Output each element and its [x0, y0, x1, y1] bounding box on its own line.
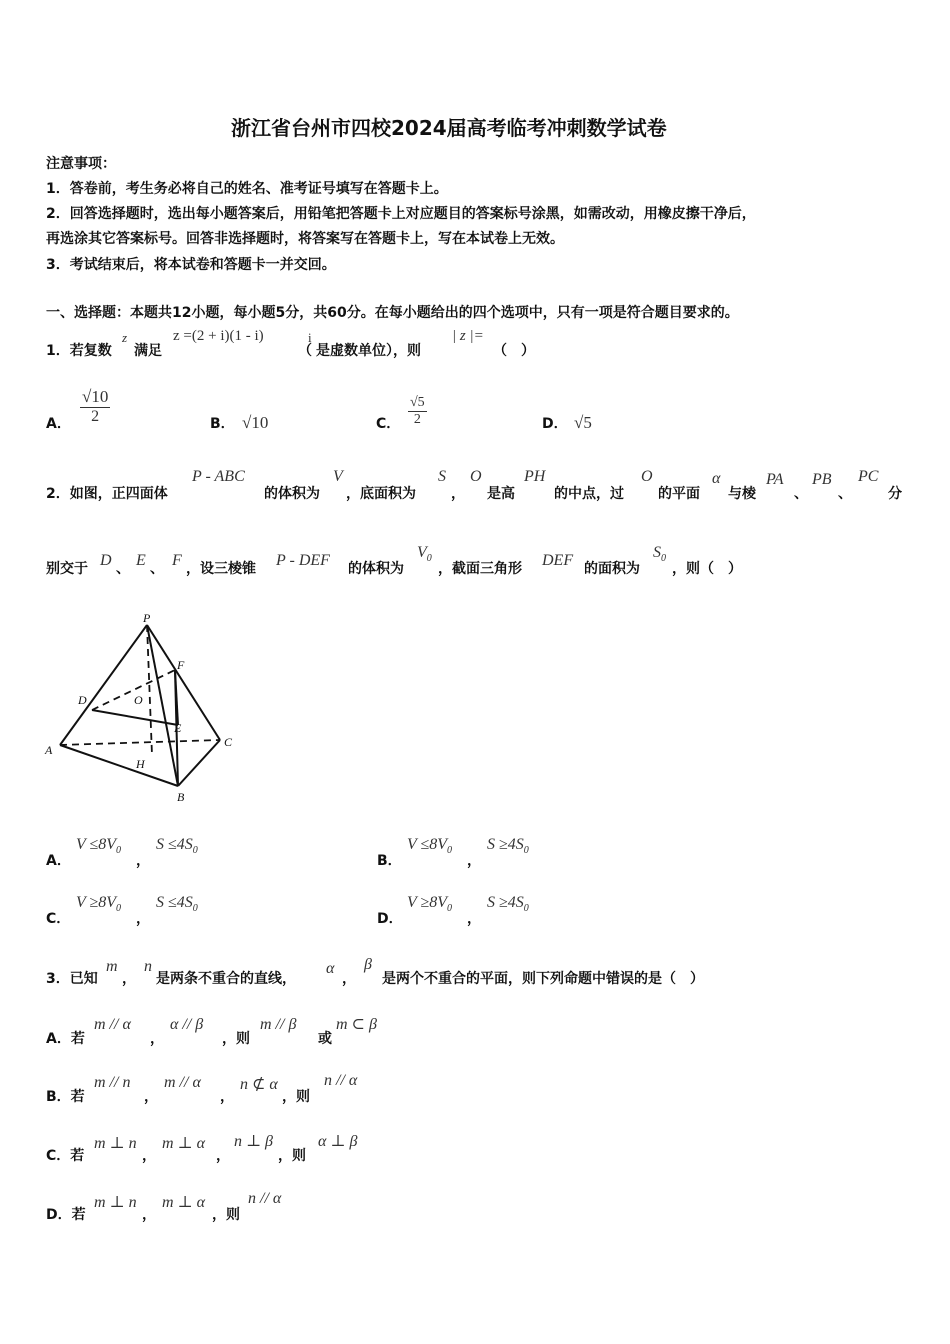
q2-text: 2．如图，正四面体: [46, 486, 168, 502]
q2-option-b-v: [407, 836, 452, 856]
q3-option-a-result-2: m ⊂ β: [336, 1016, 377, 1033]
q3-option-c-label: C．若: [46, 1148, 85, 1164]
q1-option-d-label[interactable]: D．: [542, 416, 568, 432]
q1-text: （: [298, 343, 312, 359]
q2-option-b[interactable]: [377, 836, 607, 872]
q2-text: 的中点，过: [554, 486, 624, 502]
q3-option-a-label: A．若: [46, 1031, 85, 1047]
figure-label: H: [136, 757, 145, 771]
q2-s0-base: S: [653, 544, 661, 561]
q1-option-a-label[interactable]: A．: [46, 416, 71, 432]
q1-option-d[interactable]: √5: [574, 413, 592, 432]
figure-label: F: [177, 658, 185, 672]
q2-math-pb: PB: [812, 471, 832, 488]
q2-math-def: DEF: [542, 552, 574, 569]
q2-text: 的体积为: [264, 486, 320, 502]
q2-option-a-label: A．: [46, 853, 71, 869]
q2-option-a-v: [76, 836, 121, 856]
q3-math-beta: β: [364, 956, 372, 973]
q3-option-d[interactable]: [46, 1190, 446, 1224]
q1-var-i: i: [308, 330, 312, 345]
q3-comma: ，: [150, 1031, 164, 1047]
q2-sub: 0: [116, 903, 122, 915]
q2-comma: ，: [467, 853, 481, 869]
q3-option-c-cond-3: n ⊥ β: [234, 1133, 274, 1150]
q3-text: ，: [122, 971, 136, 987]
q3-option-d-label: D．若: [46, 1207, 86, 1223]
section-heading: 一、选择题：本题共12小题，每小题5分，共60分。在每小题给出的四个选项中，只有一项是符合题目要求的。: [46, 305, 739, 321]
q2-math-pa: PA: [766, 471, 784, 488]
q2-math-s: S: [438, 468, 446, 485]
q1-abs-z: | z |=: [452, 328, 484, 344]
q3-option-a-result-1: m // β: [260, 1016, 297, 1033]
q2-text: 、: [794, 486, 808, 502]
q2-math-f: F: [172, 552, 182, 569]
q1-option-a-den: 2: [91, 408, 100, 425]
q3-option-b-cond-2: m // α: [164, 1074, 201, 1091]
q2-text: ，截面三角形: [438, 561, 522, 577]
q2-text: 的面积为: [584, 561, 640, 577]
q1-option-b[interactable]: √10: [242, 413, 269, 432]
q2-comma: ，: [136, 911, 150, 927]
tetrahedron-hidden-edges: [60, 625, 220, 755]
q2-option-b-s: [487, 836, 529, 856]
q2-sub: 0: [447, 903, 453, 915]
q3-comma: ，: [142, 1207, 156, 1223]
notice-item-3: 3．考试结束后，将本试卷和答题卡一并交回。: [46, 257, 336, 273]
q2-math-e: E: [136, 552, 146, 569]
q3-option-b-result-1: n // α: [324, 1072, 358, 1089]
q2-option-d-label: D．: [377, 911, 403, 927]
q2-option-c-label: C．: [46, 911, 71, 927]
q1-option-b-label[interactable]: B．: [210, 416, 235, 432]
q3-comma: ，: [216, 1148, 230, 1164]
q2-math-ph: PH: [524, 468, 546, 485]
notice-item-1: 1．答卷前，考生务必将自己的姓名、准考证号填写在答题卡上。: [46, 181, 448, 197]
q2-s0-sub: 0: [661, 553, 666, 565]
q2-option-d-s-text: S ≥4S: [487, 894, 524, 911]
q2-option-b-s-text: S ≥4S: [487, 836, 524, 853]
q2-option-a-s: [156, 836, 198, 856]
q1-text: 1．若复数: [46, 343, 112, 359]
q2-math-v: V: [333, 468, 343, 485]
q2-text: ，设三棱锥: [186, 561, 256, 577]
q3-option-b-label: B．若: [46, 1089, 85, 1105]
q3-comma: ，: [220, 1089, 234, 1105]
q3-then: ，则: [278, 1148, 306, 1164]
q2-text: 分: [888, 486, 902, 502]
q1-bracket: （ ）: [493, 343, 535, 359]
q2-option-c-s-text: S ≤4S: [156, 894, 193, 911]
q1-text: 满足: [134, 343, 162, 359]
q2-text: ，底面积为: [346, 486, 416, 502]
q2-comma: ，: [136, 853, 150, 869]
q2-text: ，则（ ）: [672, 561, 742, 577]
q3-then: ，则: [212, 1207, 240, 1223]
question-2-line-2: [46, 544, 916, 584]
q3-math-alpha: α: [326, 960, 335, 977]
q2-text: 的平面: [658, 486, 700, 502]
q2-options: [46, 836, 606, 936]
q2-option-c[interactable]: [46, 894, 346, 930]
q2-text: 的体积为: [348, 561, 404, 577]
q1-option-c[interactable]: [408, 395, 427, 428]
q2-option-a-s-text: S ≤4S: [156, 836, 193, 853]
q2-option-b-label: B．: [377, 853, 402, 869]
q2-math-pc: PC: [858, 468, 879, 485]
q1-option-c-label[interactable]: C．: [376, 416, 401, 432]
figure-label: E: [174, 721, 182, 735]
q2-sub: 0: [523, 845, 529, 857]
q2-math-v0: [417, 544, 432, 564]
q2-sub: 0: [447, 845, 453, 857]
tetrahedron-figure: [40, 610, 250, 810]
q2-sub: 0: [523, 903, 529, 915]
q2-sub: 0: [192, 903, 198, 915]
q3-option-a-cond-2: α // β: [170, 1016, 204, 1033]
q3-then: ，则: [222, 1031, 250, 1047]
q3-math-n: n: [144, 958, 152, 975]
q3-text: ，: [342, 971, 356, 987]
q2-option-a-v-text: V ≤8V: [76, 836, 117, 853]
q2-option-c-v-text: V ≥8V: [76, 894, 117, 911]
q3-text: 3．已知: [46, 971, 98, 987]
q2-text: 与棱: [728, 486, 756, 502]
q2-math-pabc: P - ABC: [192, 468, 245, 485]
figure-label: O: [134, 693, 143, 707]
q2-math-alpha: α: [712, 470, 721, 487]
q3-option-d-cond-2: m ⊥ α: [162, 1194, 205, 1211]
q1-option-c-num: √5: [410, 395, 425, 410]
notice-item-2: 2．回答选择题时，选出每小题答案后，用铅笔把答题卡上对应题目的答案标号涂黑，如需改动，用橡皮擦干净后，: [46, 206, 756, 222]
q3-comma: ，: [142, 1148, 156, 1164]
q1-option-a[interactable]: [80, 387, 110, 426]
q2-text: 、: [838, 486, 852, 502]
q2-option-c-s: [156, 894, 198, 914]
q3-math-m: m: [106, 958, 118, 975]
figure-label: P: [143, 611, 151, 625]
figure-label: C: [224, 735, 233, 749]
q2-text: 、: [150, 561, 164, 577]
q1-option-a-num: √10: [82, 387, 109, 406]
q3-option-a-cond-1: m // α: [94, 1016, 131, 1033]
q2-sub: 0: [192, 845, 198, 857]
q3-option-c-cond-2: m ⊥ α: [162, 1135, 205, 1152]
figure-label: D: [78, 693, 87, 707]
q1-equation: z =(2 + i)(1 - i): [173, 328, 264, 344]
q2-v0-sub: 0: [426, 553, 432, 565]
q2-sub: 0: [116, 845, 122, 857]
q2-option-d[interactable]: [377, 894, 607, 930]
q2-v0-base: V: [417, 544, 427, 561]
q3-option-c[interactable]: [46, 1131, 446, 1165]
q3-option-b-cond-3: n ⊄ α: [240, 1076, 278, 1093]
q3-then: ，则: [282, 1089, 310, 1105]
q3-option-d-result-1: n // α: [248, 1190, 282, 1207]
figure-label: B: [177, 790, 185, 804]
q2-math-pdef: P - DEF: [276, 552, 330, 569]
q2-text: ，: [451, 486, 465, 502]
q2-option-b-v-text: V ≤8V: [407, 836, 448, 853]
q1-text: 是虚数单位），则: [316, 343, 421, 359]
q3-option-d-cond-1: m ⊥ n: [94, 1194, 137, 1211]
q2-text: 别交于: [46, 561, 88, 577]
q2-option-d-s: [487, 894, 529, 914]
question-3: [46, 956, 806, 988]
notice-heading: 注意事项：: [46, 156, 116, 172]
figure-label: A: [45, 743, 53, 757]
q3-option-c-cond-1: m ⊥ n: [94, 1135, 137, 1152]
q3-or: 或: [318, 1031, 332, 1047]
notice-item-2-cont: 再选涂其它答案标号。回答非选择题时，将答案写在答题卡上，写在本试卷上无效。: [46, 231, 564, 247]
q2-option-a[interactable]: [46, 836, 346, 872]
q2-option-d-v: [407, 894, 452, 914]
q2-math-o: O: [470, 468, 482, 485]
q2-text: 是高: [487, 486, 515, 502]
q2-option-c-v: [76, 894, 121, 914]
page-title: 浙江省台州市四校2024届高考临考冲刺数学试卷: [231, 116, 667, 140]
q1-options: [46, 385, 666, 440]
q2-math-o: O: [641, 468, 653, 485]
q2-math-d: D: [100, 552, 112, 569]
q2-math-s0: [653, 544, 666, 564]
q3-text: 是两条不重合的直线，: [156, 971, 296, 987]
question-2-line-1: [46, 466, 916, 506]
q3-comma: ，: [144, 1089, 158, 1105]
q2-text: 、: [116, 561, 130, 577]
q2-option-d-v-text: V ≥8V: [407, 894, 448, 911]
q3-option-b-cond-1: m // n: [94, 1074, 131, 1091]
q3-option-b[interactable]: [46, 1072, 446, 1106]
q3-option-c-result-1: α ⊥ β: [318, 1133, 358, 1150]
q3-text: 是两个不重合的平面，则下列命题中错误的是（ ）: [382, 971, 704, 987]
q1-option-c-den: 2: [413, 412, 421, 427]
q1-var-z: z: [122, 330, 128, 345]
q3-option-a[interactable]: [46, 1014, 446, 1048]
q2-comma: ，: [467, 911, 481, 927]
